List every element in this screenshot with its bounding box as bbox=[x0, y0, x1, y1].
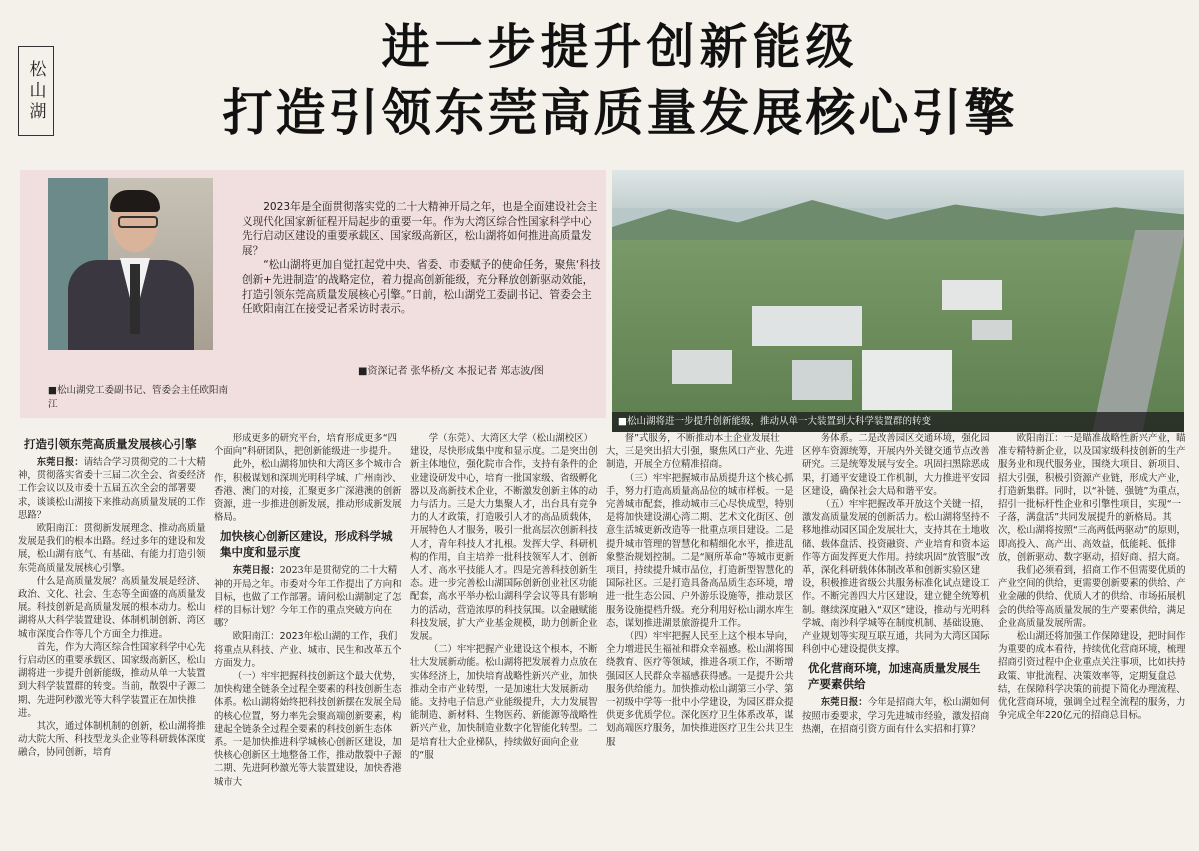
question bbox=[802, 696, 990, 736]
paragraph: 务体系。二是改善园区交通环境，强化园区停车资源统筹，开展内外关键交通节点改善研究。三是统筹发展与安全。巩固扫黑除恶成果，打通平安建设工作机制，大力推进平安园区建设，确保社会大局和谐平安。 bbox=[802, 433, 990, 497]
paragraph: （三）牢牢把握城市品质提升这个核心抓手，努力打造高质量高品位的城市样板。一是完善城市配套，推动城市三心尽快成型，特别是将加快建设湖心湾二期、艺术文化街区、创意生活城更新改造等一批重点项目建设。二是提升城市管理的智慧化和精细化水平，推进乱象整治规划控制。二是“厕所革命”等城市更新项目，持续提升城市品位，打造新型智慧化的国际社区。三是打造具备高品质生态环境，增进一批生态公园、户外游乐设施等，推动景区服务设施提档升级。充分利用好松山湖水库生态，谋划推进湖景旅游提升工作。 bbox=[606, 472, 794, 629]
paragraph: 其次，通过体制机制的创新，松山湖将推动大院大所、科技型龙头企业等科研载体深度融合，协同创新，培育 bbox=[18, 721, 206, 759]
photo-building bbox=[752, 306, 862, 346]
article-column-6 bbox=[998, 432, 1186, 846]
photo-building bbox=[792, 360, 852, 400]
paragraph: 松山湖还将加强工作保障建设，把时间作为重要的成本看待，持续优化营商环境，梳理招商引资过程中企业重点关注事项，比如扶持政策、审批流程、决策效率等，定期复盘总结，在保障科学决策的前提下简化办理流程、优化营商环境，强调全过程全流程的服务，力争完成全年220亿元的招商总目标。 bbox=[998, 631, 1186, 722]
paragraph: 首先，作为大湾区综合性国家科学中心先行启动区的重要承载区、国家级高新区，松山湖将进一步提升创新能级，推动从单一大装置到大科学装置群的转变。当前，散裂中子源二期、先进阿秒激光等大科学装置正在加快推进。 bbox=[18, 641, 206, 719]
article-column-1 bbox=[18, 432, 206, 846]
aerial-photo bbox=[612, 170, 1184, 432]
byline: ■资深记者 张华桥/文 本报记者 郑志波/图 bbox=[358, 366, 544, 377]
portrait-glasses bbox=[118, 216, 158, 228]
section-tag: 松山湖 bbox=[18, 46, 54, 136]
article-column-4 bbox=[606, 432, 794, 846]
portrait-hair bbox=[110, 190, 160, 212]
paragraph: （五）牢牢把握改革开放这个关键一招，激发高质量发展的创新活力。松山湖将坚持不移地推动园区国企发展壮大，支持其在土地收储、载体盘活、投资融资、产业培育和资本运作等方面发挥更大作用。持续巩固“放管服”改革，深化科研载体体制改革和创新实验区建设，积极推进省级公共服务标准化试点建设工作。不断完善四大片区建设，建立健全统筹机制。继续深度融入“双区”建设，推动与光明科学城、南沙科学城等在制度机制、基础设施、产业规划等实现互联互通，共同为大湾区国际科创中心建设提供支撑。 bbox=[802, 499, 990, 656]
paragraph: 督”式服务，不断推动本土企业发展壮大，三是突出招大引强，聚焦风口产业、先进制造，开展全方位精准招商。 bbox=[606, 433, 794, 471]
photo-sky bbox=[612, 170, 1184, 208]
headline-line-2: 打造引领东莞高质量发展核心引擎 bbox=[222, 84, 1018, 142]
paragraph: （二）牢牢把握产业建设这个根本，不断壮大发展新动能。松山湖将把发展着力点放在实体经济上，加快培育战略性新兴产业，加快推动全市产业转型，一是加速壮大发展新动能。支持电子信息产业能级提升，大力发展智能制造、新材料、生物医药、新能源等战略性新兴产业，加快制造业数字化智能化转型。二是培育壮大企业梯队，持续做好面向企业的“服 bbox=[410, 644, 598, 761]
intro-paragraph-1: 2023年是全面贯彻落实党的二十大精神开局之年，也是全面建设社会主义现代化国家新征程开局起步的重要一年。作为大湾区综合性国家科学中心先行启动区建设的重要承载区、国家级高新区，松山湖将如何推进高质量发展？ bbox=[242, 201, 598, 257]
article-column-3 bbox=[410, 432, 598, 846]
article-body bbox=[18, 432, 1186, 846]
paragraph: 学（东莞）、大湾区大学（松山湖校区）建设，尽快形成集中度和显示度。二是突出创新主体地位，强化院市合作，支持有条件的企业建设研发中心，培育一批国家级、省级孵化器以及高新技术企业，不断激发创新主体的动力与活力。三是大力集聚人才，出台具有竞争力的人才政策，打造吸引人才的高品质载体，开展特色人才服务，吸引一批高层次创新科技人才，青年科技人才扎根。发挥大学、科研机构的作用，自主培养一批科技领军人才、创新人才、高水平技能人才。四是完善科技创新生态。进一步完善松山湖国际创新创业社区功能配套，高水平举办松山湖科学会议等具有影响力的活动，营造浓厚的科技氛围。以金融赋能科技发展，扩大产业基金规模，助力创新企业发展。 bbox=[410, 433, 598, 643]
question bbox=[18, 456, 206, 522]
subheading: 打造引领东莞高质量发展核心引擎 bbox=[24, 437, 197, 451]
subheading: 加快核心创新区建设，形成科学城集中度和显示度 bbox=[220, 529, 393, 560]
intro-text bbox=[242, 200, 602, 317]
paragraph: （四）牢牢把握人民至上这个根本导向，全力增进民生福祉和群众幸福感。松山湖将围绕教育、医疗等领域，推进各项工作，不断增强园区人民群众幸福感获得感。一是提升公共服务供给能力。加快推动松山湖第三小学、第一初级中学等一批中小学建设，为园区群众提供更多优质学位。深化医疗卫生体系改革，谋划高端医疗服务，加快推进医疗卫生公共卫生服 bbox=[606, 631, 794, 748]
portrait-caption: ■松山湖党工委副书记、管委会主任欧阳南江 bbox=[48, 385, 228, 410]
paragraph: 欧阳南江：贯彻新发展理念、推动高质量发展是我们的根本出路。经过多年的建设和发展，松山湖有底气、有基础、有能力打造引领东莞高质量发展核心引擎。 bbox=[18, 523, 206, 574]
paragraph: （一）牢牢把握科技创新这个最大优势，加快构建全链条全过程全要素的科技创新生态体系。松山湖将始终把科技创新摆在发展全局的核心位置，努力率先会聚高端创新要素，构建起全链条全过程全要素的科技创新生态体系。一是加快推进科学城核心创新区建设，加快核心创新区土地整备工作，推动散裂中子源二期、先进阿秒激光等大装置建设，加快香港城市大 bbox=[214, 671, 402, 788]
paragraph: 什么是高质量发展？高质量发展是经济、政治、文化、社会、生态等全面盛的高质量发展。科技创新是高质量发展的根本动力。松山湖将从大科学装置建设、体制机制创新、湾区城市深度合作等几个方面全力推进。 bbox=[18, 575, 206, 640]
portrait-tie bbox=[130, 264, 140, 334]
photo-building bbox=[862, 350, 952, 410]
question-label: 东莞日报： bbox=[820, 697, 868, 709]
article-column-5 bbox=[802, 432, 990, 846]
photo-building bbox=[942, 280, 1002, 310]
portrait-photo bbox=[48, 178, 213, 350]
paragraph: 欧阳南江：一是瞄准战略性新兴产业，瞄准专精特新企业，以及国家级科技创新的生产服务业和现代服务业，围绕大项目、新项目、招大引强，积极引资源产业链，形成大产业，打造新集群。同时，以“补链、强链”为重点，招引一批标杆性企业和引擎性项目，实现“一子落，满盘活”共同发展提升的新格局。其次，松山湖将按照“三高两低两驱动”的原则，即高投入、高产出、高效益，低能耗、低排放，创新驱动、数字驱动，招好商、招大商。 bbox=[998, 433, 1186, 563]
question bbox=[214, 564, 402, 630]
headline bbox=[60, 14, 1180, 146]
intro-box bbox=[20, 170, 606, 418]
intro-paragraph-2: “松山湖将更加自觉扛起党中央、省委、市委赋予的使命任务，聚焦‘科技创新+先进制造’的战略定位，着力提高创新能级，充分释放创新驱动效能，打造引领东莞高质量发展核心引擎。”日前，松山湖党工委副书记、管委会主任欧阳南江在接受记者采访时表示。 bbox=[242, 259, 601, 316]
photo-building bbox=[972, 320, 1012, 340]
question-label: 东莞日报： bbox=[232, 565, 280, 577]
subheading: 优化营商环境，加速高质量发展生产要素供给 bbox=[808, 661, 981, 692]
question-text: 2023年是贯彻党的二十大精神的开局之年。市委对今年工作提出了方向和目标，也做了工作部署。请问松山湖制定了怎样的目标计划？今年工作的重点突破方向在哪？ bbox=[214, 565, 402, 630]
question-text: 今年是招商大年，松山湖如何按照市委要求，学习先进城市经验，激发招商热潮，在招商引资方面有什么实招和打算？ bbox=[802, 697, 990, 735]
paragraph: 我们必须看到，招商工作不但需要优质的产业空间的供给，更需要创新要素的供给、产业金融的供给、优质人才的供给、市场拓展机会的供给等高质量发展的生产要素供给，满足企业高质量发展所需。 bbox=[998, 565, 1186, 629]
question-text: 请结合学习贯彻党的二十大精神，贯彻落实省委十三届二次全会、省委经济工作会议以及市委十五届五次全会的部署要求，谈谈松山湖接下来推动高质量发展的工作思路？ bbox=[18, 457, 206, 521]
paragraph: 欧阳南江：2023年松山湖的工作，我们将重点从科技、产业、城市、民生和改革五个方面发力。 bbox=[214, 631, 402, 669]
question-label: 东莞日报： bbox=[36, 457, 84, 468]
article-column-2 bbox=[214, 432, 402, 846]
photo-building bbox=[672, 350, 732, 384]
paragraph: 形成更多的研究平台，培育形成更多“四个面向”科研团队，把创新能级进一步提升。 bbox=[214, 433, 398, 458]
photo-caption: ■松山湖将进一步提升创新能级，推动从单一大装置到大科学装置群的转变 bbox=[612, 412, 1184, 432]
headline-line-1: 进一步提升创新能级 bbox=[381, 19, 859, 75]
paragraph: 此外，松山湖将加快和大湾区多个城市合作，积极谋划和深圳光明科学城、广州南沙、香港、澳门的对接，汇聚更多广深港澳的创新资源，进一步推进创新发展，推动形成新发展格局。 bbox=[214, 459, 402, 524]
